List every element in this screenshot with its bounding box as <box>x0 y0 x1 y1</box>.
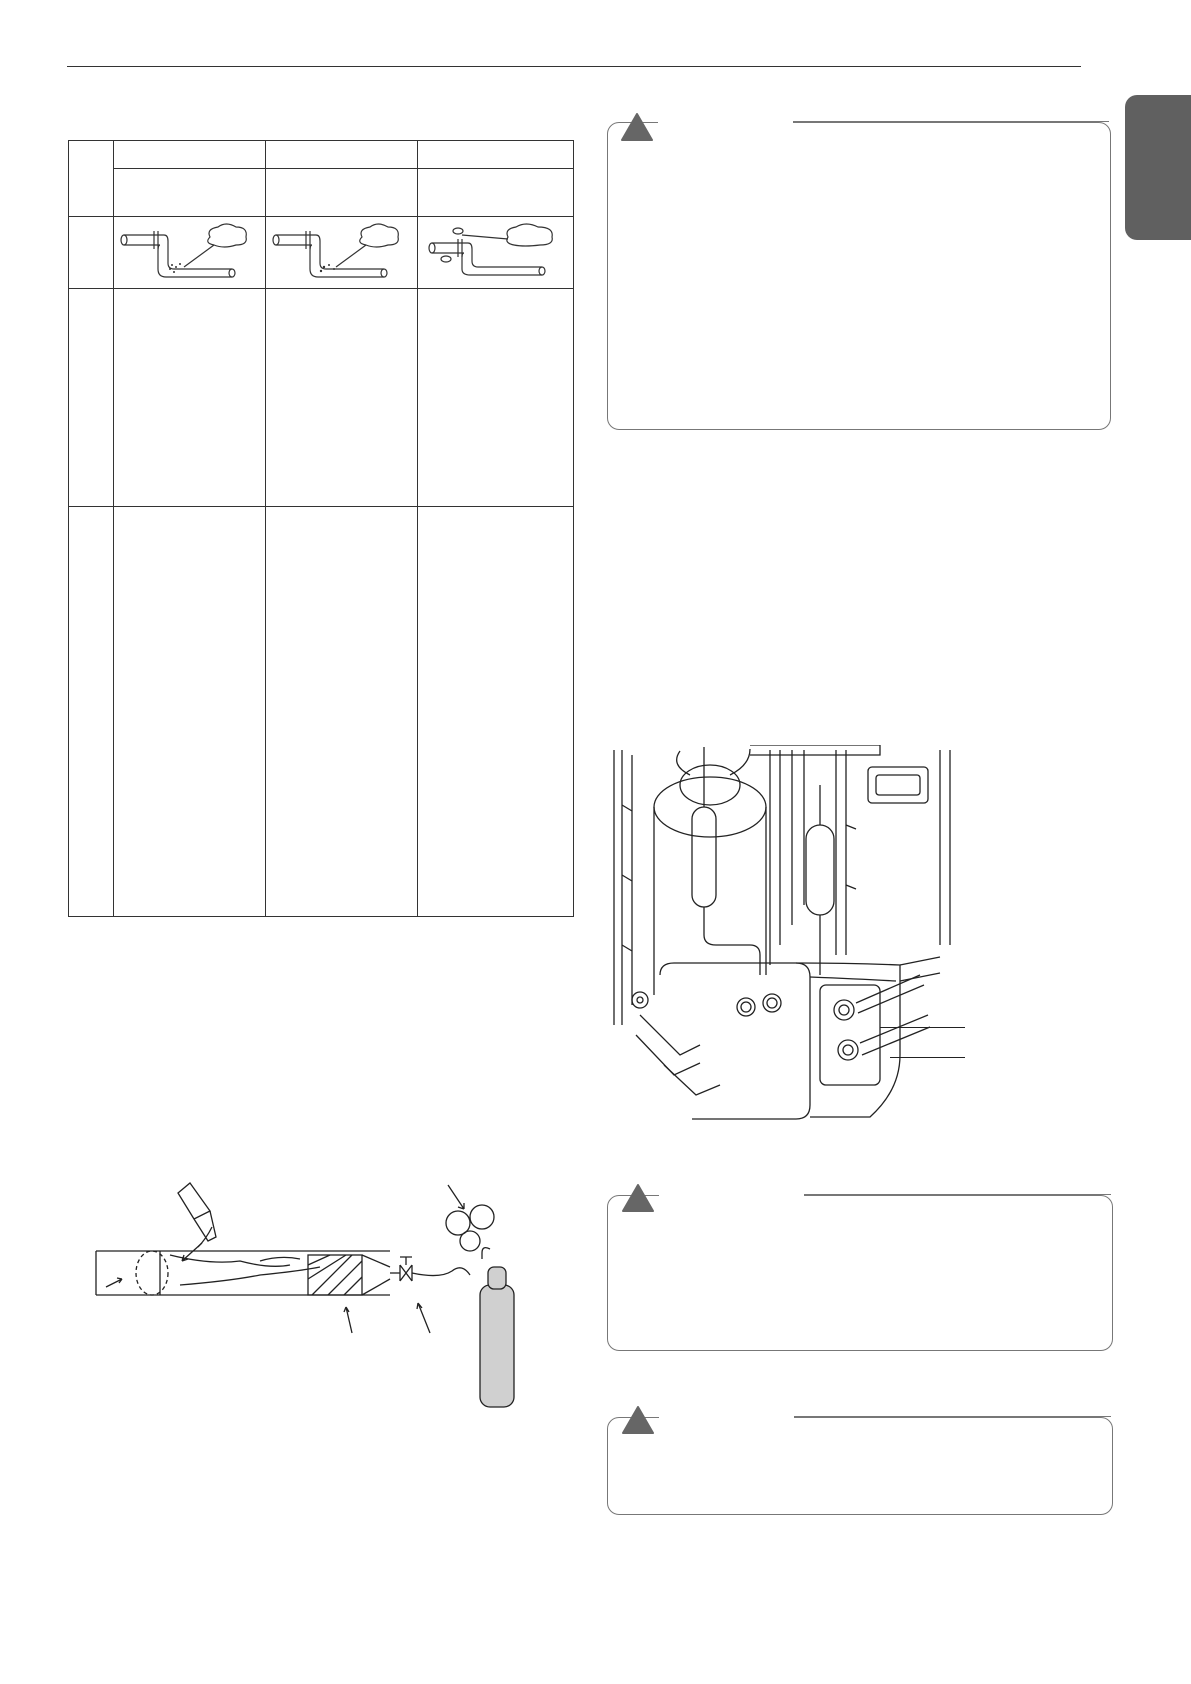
caution-box <box>607 1195 1113 1351</box>
table-corner-cell <box>69 141 114 217</box>
caution-box-top-rule <box>793 121 1109 122</box>
table-row-label <box>69 217 114 289</box>
caution-title-gap <box>658 114 793 130</box>
valve-icon <box>400 1265 412 1281</box>
chapter-side-tab[interactable] <box>1125 95 1191 240</box>
torch-icon <box>178 1183 216 1241</box>
caution-box <box>607 122 1111 430</box>
callout-line <box>880 1027 965 1028</box>
table-row-label <box>69 507 114 917</box>
table-subheader-cell <box>266 169 418 217</box>
callout-line <box>890 1057 965 1058</box>
table-header-cell <box>418 141 574 169</box>
table-illustration-cell <box>266 217 418 289</box>
pipe-contamination-icon <box>418 217 568 283</box>
pipe-contamination-table <box>68 140 574 917</box>
caution-title-gap <box>659 1408 794 1424</box>
nitrogen-brazing-diagram <box>90 1175 560 1415</box>
warning-triangle-icon <box>621 1183 655 1213</box>
table-row-label <box>69 289 114 507</box>
caution-box-top-rule <box>794 1416 1111 1417</box>
pipe-moisture-icon <box>114 217 264 283</box>
table-header-cell <box>266 141 418 169</box>
table-subheader-cell <box>418 169 574 217</box>
table-illustration-cell <box>418 217 574 289</box>
caution-box-top-rule <box>804 1194 1111 1195</box>
caution-box <box>607 1417 1113 1515</box>
caution-title-gap <box>659 1186 804 1202</box>
table-body-cell <box>266 289 418 507</box>
header-rule <box>67 66 1081 67</box>
table-body-cell <box>418 289 574 507</box>
table-illustration-cell <box>114 217 266 289</box>
table-body-cell <box>114 289 266 507</box>
table-header-cell <box>114 141 266 169</box>
table-body-cell <box>114 507 266 917</box>
warning-triangle-icon <box>620 112 654 142</box>
warning-triangle-icon <box>621 1405 655 1435</box>
outdoor-unit-interior-icon <box>600 745 970 1135</box>
nitrogen-cylinder-icon <box>480 1248 514 1407</box>
pipe-dust-icon <box>266 217 416 283</box>
table-body-cell <box>266 507 418 917</box>
table-body-cell <box>418 507 574 917</box>
table-subheader-cell <box>114 169 266 217</box>
